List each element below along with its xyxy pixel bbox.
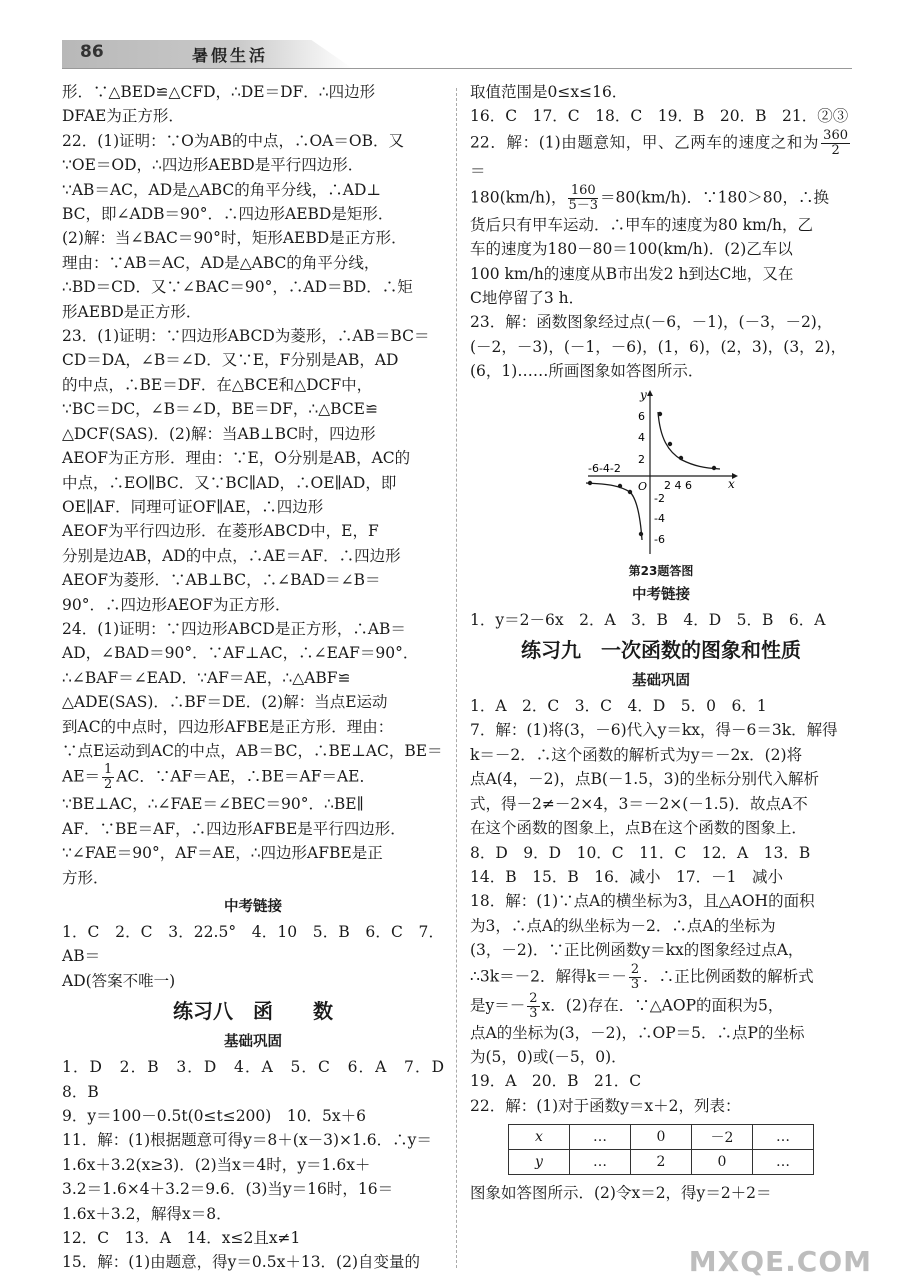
- text-line: ∴BD＝CD．又∵∠BAC＝90°，∴AD＝BD．∴矩: [62, 278, 413, 297]
- left-column: [62, 80, 460, 1275]
- section-heading-jichu: 基础巩固: [224, 1034, 282, 1051]
- fraction-line: [62, 763, 444, 792]
- exercise-8-title: 练习八 函 数: [173, 999, 333, 1024]
- text-line: 12．C 13．A 14．x≤2且x≠1: [62, 1229, 301, 1248]
- text-line: 19．A 20．B 21．C: [470, 1072, 642, 1091]
- fraction-prefix: AE＝: [62, 767, 101, 786]
- text-line: AD，∠BAD＝90°．∵AF⊥AC，∴∠EAF＝90°．: [62, 644, 419, 663]
- text-line: AEOF为平行四边形．在菱形ABCD中，E，F: [62, 522, 379, 541]
- text-line: 为(5，0)或(－5，0)．: [470, 1047, 627, 1066]
- column-divider: [456, 88, 457, 1268]
- text-line: 在这个函数的图象上，点B在这个函数的图象上．: [470, 819, 807, 838]
- page-header: [0, 0, 900, 70]
- graph-point: [712, 465, 716, 469]
- text-line: (6，1)……所画图象如答图所示．: [470, 362, 704, 381]
- x-tick-labels-positive: 2 4 6: [664, 478, 692, 492]
- text-line: DFAE为正方形．: [62, 107, 184, 126]
- fraction-line: [470, 992, 852, 1021]
- text-line: 23．(1)证明：∵四边形ABCD为菱形，∴AB＝BC＝: [62, 327, 430, 346]
- table-cell: 2: [631, 1150, 692, 1175]
- table-cell: y: [509, 1150, 570, 1175]
- text-line: AF．∵BE＝AF，∴四边形AFBE是平行四边形．: [62, 819, 406, 838]
- function-graph: [470, 384, 852, 560]
- fraction-numerator: 360: [823, 127, 848, 143]
- hyperbola-branch-negative: [586, 483, 642, 540]
- text-line: 1．D 2．B 3．D 4．A 5．C 6．A 7．D 8．B: [62, 1058, 460, 1101]
- graph-point: [639, 531, 643, 535]
- hyperbola-figure: [580, 388, 740, 556]
- text-line: AD(答案不唯一): [62, 971, 176, 990]
- text-line: 货后只有甲车运动．∴甲车的速度为80 km/h，乙: [470, 215, 813, 234]
- table-cell: 0: [692, 1150, 753, 1175]
- text-line: 点A的坐标为(3，－2)，∴OP＝5．∴点P的坐标: [470, 1023, 805, 1042]
- book-title: 暑假生活: [192, 46, 269, 65]
- exercise-9-title: 练习九 一次函数的图象和性质: [521, 638, 801, 663]
- page-number: 86: [80, 42, 104, 62]
- graph-point: [628, 489, 632, 493]
- table-row: [509, 1150, 814, 1175]
- section-heading-zhongkao: 中考链接: [224, 899, 282, 915]
- text-line: 式，得－2≠－2×4，3＝－2×(－1.5)．故点A不: [470, 794, 808, 813]
- text-line: ∵BE⊥AC，∴∠FAE＝∠BEC＝90°．∴BE∥: [62, 795, 364, 814]
- text-line: OE∥AF．同理可证OF∥AE，∴四边形: [62, 497, 324, 516]
- text-line: 22．(1)证明：∵O为AB的中点，∴OA＝OB．又: [62, 131, 404, 150]
- fraction-denominator: 3: [630, 976, 640, 992]
- text-line: ∵点E运动到AC的中点，AB＝BC，∴BE⊥AC，BE＝: [62, 741, 443, 760]
- value-table: [508, 1124, 814, 1175]
- fraction-prefix: 是y＝－: [470, 996, 526, 1015]
- text-line: 车的速度为180－80＝100(km/h)．(2)乙车以: [470, 240, 793, 259]
- fraction-line: [470, 963, 852, 992]
- text-line: 分别是边AB，AD的中点，∴AE＝AF．∴四边形: [62, 546, 401, 565]
- text-line: 取值范围是0≤x≤16．: [470, 83, 628, 101]
- table-cell: …: [753, 1150, 814, 1175]
- text-line: ∴∠BAF＝∠EAD．∵AF＝AE，∴△ABF≌: [62, 668, 351, 687]
- text-line: 1.6x＋3.2，解得x＝8．: [62, 1204, 232, 1223]
- text-line: 23．解：函数图象经过点(－6，－1)，(－3，－2)，: [470, 313, 833, 332]
- fraction-suffix: ＝: [470, 161, 486, 180]
- text-line: 为3，∴点A的纵坐标为－2．∴点A的坐标为: [470, 916, 776, 935]
- fraction-denominator: 5－3: [568, 197, 599, 213]
- y-axis-arrow: [647, 390, 653, 396]
- fraction-line: [470, 184, 852, 213]
- text-line: 7．解：(1)将(3，－6)代入y＝kx，得－6＝3k．解得: [470, 721, 838, 740]
- text-line: 图象如答图所示．(2)令x＝2，得y＝2＋2＝: [470, 1184, 772, 1203]
- text-line: 方形．: [62, 868, 109, 887]
- text-line: 14．B 15．B 16．减小 17．－1 减小: [470, 867, 784, 886]
- table-cell: …: [570, 1125, 631, 1150]
- text-line: 90°．∴四边形AEOF为正方形．: [62, 595, 291, 614]
- x-axis-label: x: [728, 476, 735, 491]
- fraction-suffix: AC．∵AF＝AE，∴BE＝AF＝AE．: [116, 767, 375, 786]
- text-line: 的中点，∴BE＝DF．在△BCE和△DCF中，: [62, 375, 373, 394]
- fraction-prefix: ∴3k＝－2．解得k＝－: [470, 967, 627, 986]
- text-line: 8．D 9．D 10．C 11．C 12．A 13．B: [470, 843, 811, 862]
- text-line: 24．(1)证明：∵四边形ABCD是正方形，∴AB＝: [62, 619, 406, 638]
- graph-point: [588, 480, 592, 484]
- fraction-suffix: ＝80(km/h)．∵180＞80，∴换: [600, 188, 829, 207]
- text-line: (2)解：当∠BAC＝90°时，矩形AEBD是正方形．: [62, 229, 407, 248]
- y-tick-label: 2: [638, 452, 645, 466]
- fraction-numerator: 1: [104, 762, 113, 778]
- fraction-numerator: 2: [529, 990, 538, 1006]
- text-line: △ADE(SAS)．∴BF＝DE．(2)解：当点E运动: [62, 693, 388, 712]
- table-cell: 0: [631, 1125, 692, 1150]
- text-line: 点A(4，－2)，点B(－1.5，3)的坐标分别代入解析: [470, 770, 820, 789]
- text-line: 1.6x＋3.2(x≥3)．(2)当x＝4时，y＝1.6x＋: [62, 1155, 371, 1174]
- fraction: [568, 184, 598, 213]
- text-line: k＝－2．∴这个函数的解析式为y＝－2x．(2)将: [470, 745, 803, 764]
- table-cell: －2: [692, 1125, 753, 1150]
- fraction-numerator: 160: [568, 184, 598, 199]
- fraction: [821, 129, 850, 158]
- fraction-suffix: x．(2)存在．∵△AOP的面积为5，: [541, 996, 784, 1015]
- fraction-prefix: 22．解：(1)由题意知，甲、乙两车的速度之和为: [470, 133, 820, 152]
- y-tick-label: -6: [654, 532, 665, 546]
- y-tick-label: -2: [654, 491, 665, 505]
- fraction-suffix: ．∴正比例函数的解析式: [643, 967, 814, 986]
- text-line: 形．∵△BED≌△CFD，∴DE＝DF．∴四边形: [62, 83, 376, 101]
- text-line: CD＝DA，∠B＝∠D．又∵E，F分别是AB，AD: [62, 351, 399, 370]
- y-axis-label: y: [640, 387, 647, 402]
- text-line: 3.2＝1.6×4＋3.2＝9.6．(3)当y＝16时，16＝: [62, 1180, 394, 1199]
- text-line: 16．C 17．C 18．C 19．B 20．B 21．②③: [470, 107, 849, 126]
- text-line: 中点，∴EO∥BC．又∵BC∥AD，∴OE∥AD，即: [62, 473, 397, 492]
- text-line: BC，即∠ADB＝90°．∴四边形AEBD是矩形．: [62, 205, 394, 224]
- fraction-denominator: 2: [831, 142, 840, 158]
- text-line: 形AEBD是正方形．: [62, 302, 202, 321]
- origin-label: O: [638, 479, 648, 493]
- table-cell: x: [509, 1125, 570, 1150]
- text-line: 1．y＝2－6x 2．A 3．B 4．D 5．B 6．A: [470, 610, 826, 629]
- text-line: 9．y＝100－0.5t(0≤t≤200) 10．5x＋6: [62, 1107, 367, 1126]
- text-line: 11．解：(1)根据题意可得y＝8＋(x－3)×1.6．∴y＝: [62, 1131, 432, 1150]
- text-line: 理由：∵AB＝AC，AD是△ABC的角平分线，: [62, 253, 380, 272]
- right-column: [470, 80, 852, 1206]
- text-line: ∵OE＝OD，∴四边形AEBD是平行四边形．: [62, 156, 364, 175]
- text-line: 1．A 2．C 3．C 4．D 5．0 6．1: [470, 697, 767, 716]
- graph-point: [668, 441, 672, 445]
- section-heading-jichu: 基础巩固: [632, 673, 690, 690]
- fraction: [102, 763, 114, 792]
- y-tick-label: -4: [654, 511, 665, 525]
- text-line: (3，－2)．∵正比例函数y＝kx的图象经过点A，: [470, 941, 804, 960]
- graph-caption: 第23题答图: [628, 563, 694, 578]
- x-tick-labels-negative: -6-4-2: [588, 461, 621, 475]
- text-line: 15．解：(1)由题意，得y＝0.5x＋13．(2)自变量的: [62, 1253, 421, 1272]
- hyperbola-branch-positive: [658, 412, 720, 469]
- table-row: [509, 1125, 814, 1150]
- fraction: [527, 992, 539, 1021]
- text-line: 到AC的中点时，四边形AFBE是正方形．理由：: [62, 717, 394, 736]
- text-line: ∵∠FAE＝90°，AF＝AE，∴四边形AFBE是正: [62, 844, 383, 863]
- text-line: AEOF为菱形．∵AB⊥BC，∴∠BAD＝∠B＝: [62, 571, 381, 590]
- fraction-line: [470, 129, 852, 184]
- text-line: C地停留了3 h．: [470, 289, 585, 308]
- text-line: ∵BC＝DC，∠B＝∠D，BE＝DF，∴△BCE≌: [62, 400, 378, 419]
- graph-point: [618, 483, 622, 487]
- y-tick-label: 4: [638, 430, 645, 444]
- fraction-denominator: 3: [529, 1005, 538, 1021]
- table-cell: …: [570, 1150, 631, 1175]
- fraction: [629, 963, 641, 992]
- header-rule: [62, 68, 852, 69]
- text-line: ∵AB＝AC，AD是△ABC的角平分线，∴AD⊥: [62, 180, 381, 199]
- y-tick-label: 6: [638, 409, 645, 423]
- fraction-denominator: 2: [104, 777, 113, 793]
- text-line: △DCF(SAS)．(2)解：当AB⊥BC时，四边形: [62, 424, 376, 443]
- text-line: 1．C 2．C 3．22.5° 4．10 5．B 6．C 7．AB＝: [62, 923, 444, 966]
- text-line: 18．解：(1)∵点A的横坐标为3，且△AOH的面积: [470, 892, 815, 911]
- text-line: (－2，－3)，(－1，－6)，(1，6)，(2，3)，(3，2)，: [470, 337, 847, 356]
- text-line: AEOF为正方形．理由：∵E，O分别是AB，AC的: [62, 449, 411, 468]
- watermark: MXQE.COM: [688, 1245, 872, 1278]
- graph-point: [679, 455, 683, 459]
- fraction-prefix: 180(km/h)，: [470, 188, 567, 207]
- table-cell: …: [753, 1125, 814, 1150]
- text-line: 100 km/h的速度从B市出发2 h到达C地，又在: [470, 264, 794, 283]
- graph-point: [658, 411, 662, 415]
- fraction-numerator: 2: [630, 961, 640, 977]
- text-line: 22．解：(1)对于函数y＝x＋2，列表：: [470, 1096, 741, 1115]
- section-heading-zhongkao: 中考链接: [632, 586, 690, 603]
